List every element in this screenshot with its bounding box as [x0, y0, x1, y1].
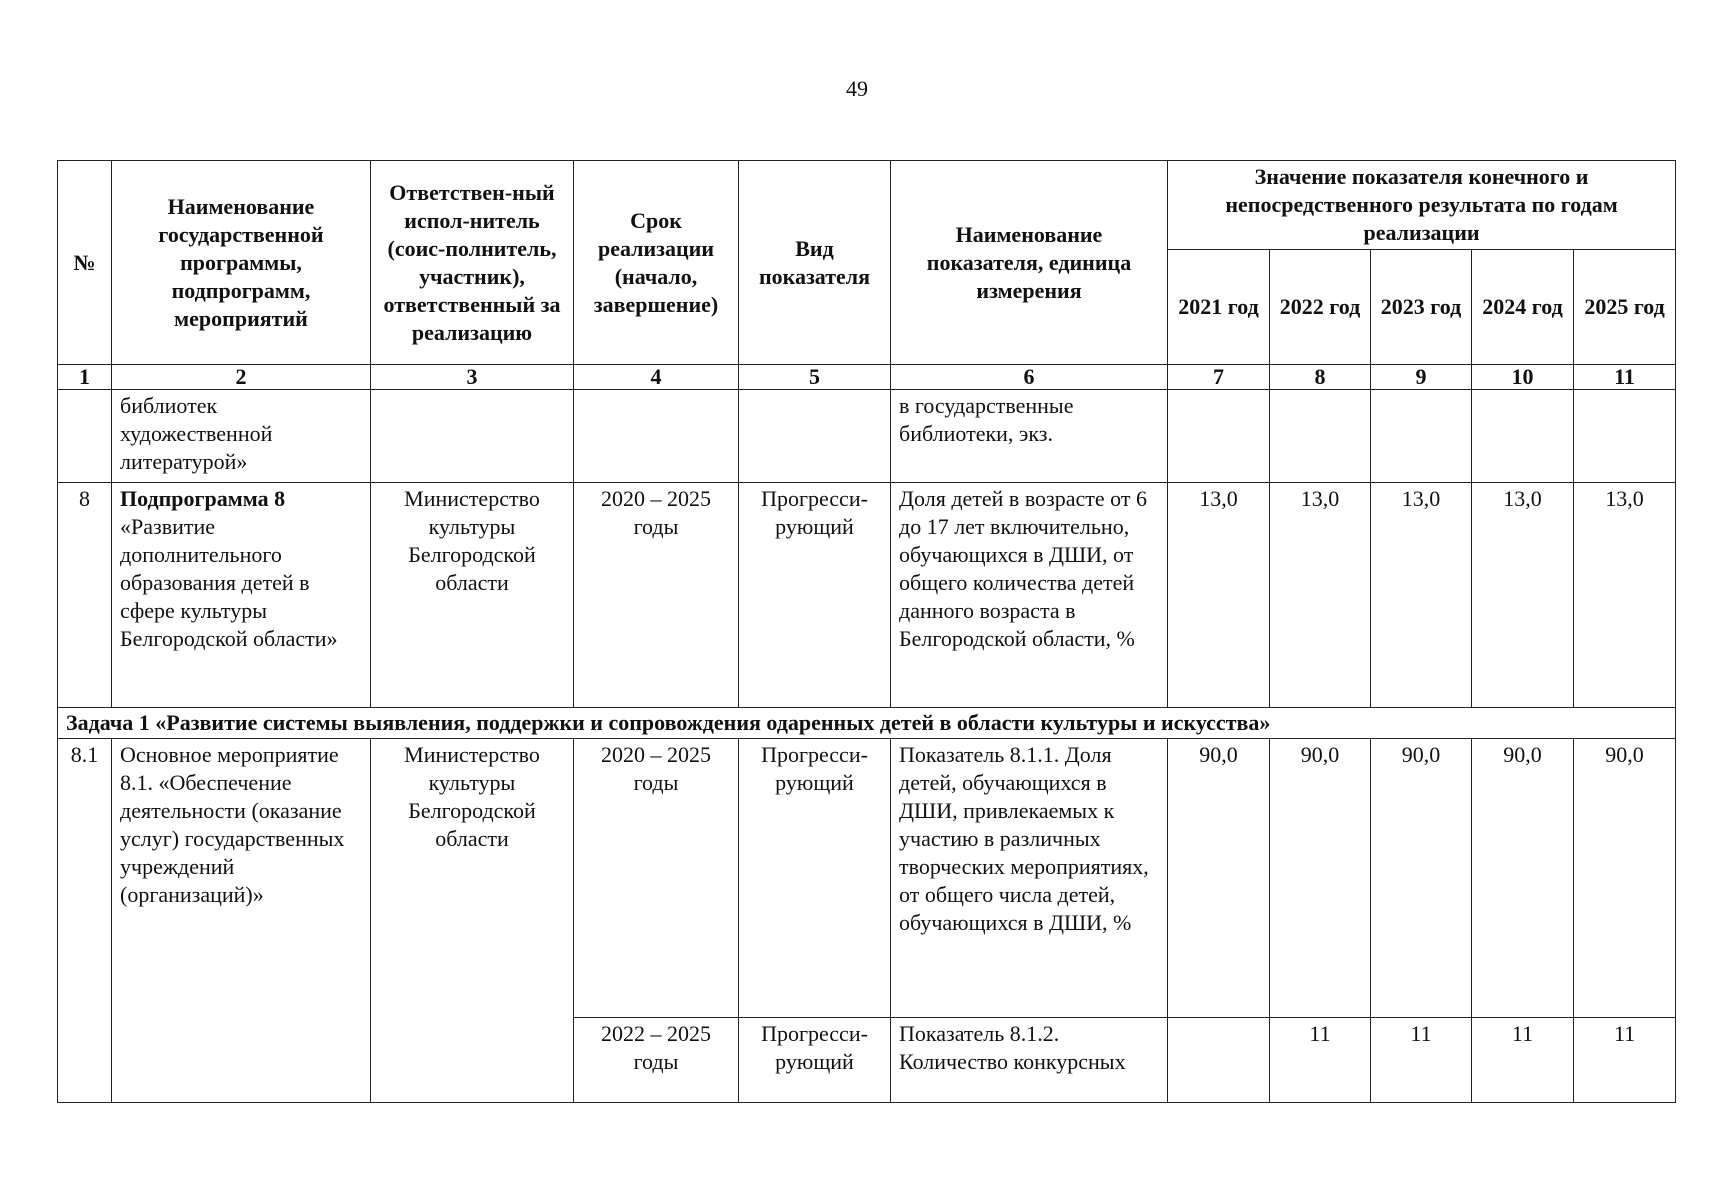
page-number: 49 — [846, 76, 868, 101]
cell-executor — [371, 390, 574, 483]
header-year-2021: 2021 год — [1168, 250, 1270, 365]
cell-executor: Министерство культуры Белгородской области — [371, 739, 574, 1103]
cell-indicator: в государственные библиотеки, экз. — [891, 390, 1168, 483]
column-number: 10 — [1472, 365, 1574, 390]
cell-value-2023: 11 — [1371, 1018, 1472, 1103]
column-number: 11 — [1574, 365, 1676, 390]
cell-value-2022: 13,0 — [1270, 483, 1371, 708]
cell-value — [1574, 390, 1676, 483]
cell-term — [574, 390, 739, 483]
cell-value-2025: 11 — [1574, 1018, 1676, 1103]
cell-value-2022: 11 — [1270, 1018, 1371, 1103]
cell-indicator: Показатель 8.1.2. Количество конкурсных — [891, 1018, 1168, 1103]
cell-value — [1168, 390, 1270, 483]
cell-value-2024: 90,0 — [1472, 739, 1574, 1018]
cell-kind — [739, 390, 891, 483]
indicators-table — [57, 160, 1676, 1103]
column-number: 6 — [891, 365, 1168, 390]
cell-value-2024: 11 — [1472, 1018, 1574, 1103]
cell-program-name: Основное мероприятие 8.1. «Обеспечение деятельности (оказание услуг) государственных учреждений (организаций)» — [112, 739, 371, 1103]
cell-number: 8 — [58, 483, 112, 708]
header-number: № — [58, 161, 112, 365]
cell-kind: Прогресси-рующий — [739, 739, 891, 1018]
cell-value — [1270, 390, 1371, 483]
cell-number — [58, 390, 112, 483]
table-row-measure-8-1 — [58, 739, 1676, 1018]
column-number: 1 — [58, 365, 112, 390]
cell-term: 2022 – 2025 годы — [574, 1018, 739, 1103]
table-row-task-1 — [58, 708, 1676, 739]
cell-kind: Прогресси-рующий — [739, 483, 891, 708]
cell-program-name — [112, 483, 371, 708]
header-indicator-name: Наименование показателя, единица измерения — [891, 161, 1168, 365]
header-year-2025: 2025 год — [1574, 250, 1676, 365]
cell-value — [1371, 390, 1472, 483]
task-title: Задача 1 «Развитие системы выявления, поддержки и сопровождения одаренных детей в области культуры и искусства» — [58, 708, 1676, 739]
cell-number: 8.1 — [58, 739, 112, 1103]
cell-value-2022: 90,0 — [1270, 739, 1371, 1018]
cell-value-2024: 13,0 — [1472, 483, 1574, 708]
cell-value-2021: 13,0 — [1168, 483, 1270, 708]
header-values-group: Значение показателя конечного и непосредственного результата по годам реализации — [1168, 161, 1676, 250]
cell-term: 2020 – 2025 годы — [574, 483, 739, 708]
cell-term: 2020 – 2025 годы — [574, 739, 739, 1018]
cell-value-2025: 90,0 — [1574, 739, 1676, 1018]
cell-value-2021 — [1168, 1018, 1270, 1103]
column-number: 7 — [1168, 365, 1270, 390]
column-number: 5 — [739, 365, 891, 390]
cell-program-name: библиотек художественной литературой» — [112, 390, 371, 483]
cell-executor: Министерство культуры Белгородской области — [371, 483, 574, 708]
column-number: 9 — [1371, 365, 1472, 390]
column-number: 3 — [371, 365, 574, 390]
cell-value — [1472, 390, 1574, 483]
cell-value-2023: 90,0 — [1371, 739, 1472, 1018]
header-term: Срок реализации (начало, завершение) — [574, 161, 739, 365]
table-row-subprogram-8 — [58, 483, 1676, 708]
column-numbers-row — [58, 365, 1676, 390]
column-number: 4 — [574, 365, 739, 390]
cell-value-2025: 13,0 — [1574, 483, 1676, 708]
header-program-name: Наименование государственной программы, подпрограмм, мероприятий — [112, 161, 371, 365]
table-row-continued — [58, 390, 1676, 483]
column-number: 8 — [1270, 365, 1371, 390]
subprogram-description: «Развитие дополнительного образования детей в сфере культуры Белгородской области» — [120, 514, 338, 651]
cell-indicator: Показатель 8.1.1. Доля детей, обучающихся в ДШИ, привлекаемых к участию в различных творческих мероприятиях, от общего числа детей, обучающихся в ДШИ, % — [891, 739, 1168, 1018]
cell-kind: Прогресси-рующий — [739, 1018, 891, 1103]
header-year-2022: 2022 год — [1270, 250, 1371, 365]
cell-value-2021: 90,0 — [1168, 739, 1270, 1018]
header-row-top — [58, 161, 1676, 250]
cell-value-2023: 13,0 — [1371, 483, 1472, 708]
subprogram-title: Подпрограмма 8 — [120, 486, 286, 511]
header-year-2023: 2023 год — [1371, 250, 1472, 365]
header-indicator-kind: Вид показателя — [739, 161, 891, 365]
column-number: 2 — [112, 365, 371, 390]
header-executor: Ответствен-ный испол-нитель (соис-полнитель, участник), ответственный за реализацию — [371, 161, 574, 365]
header-year-2024: 2024 год — [1472, 250, 1574, 365]
cell-indicator: Доля детей в возрасте от 6 до 17 лет включительно, обучающихся в ДШИ, от общего количества детей данного возраста в Белгородской области, % — [891, 483, 1168, 708]
